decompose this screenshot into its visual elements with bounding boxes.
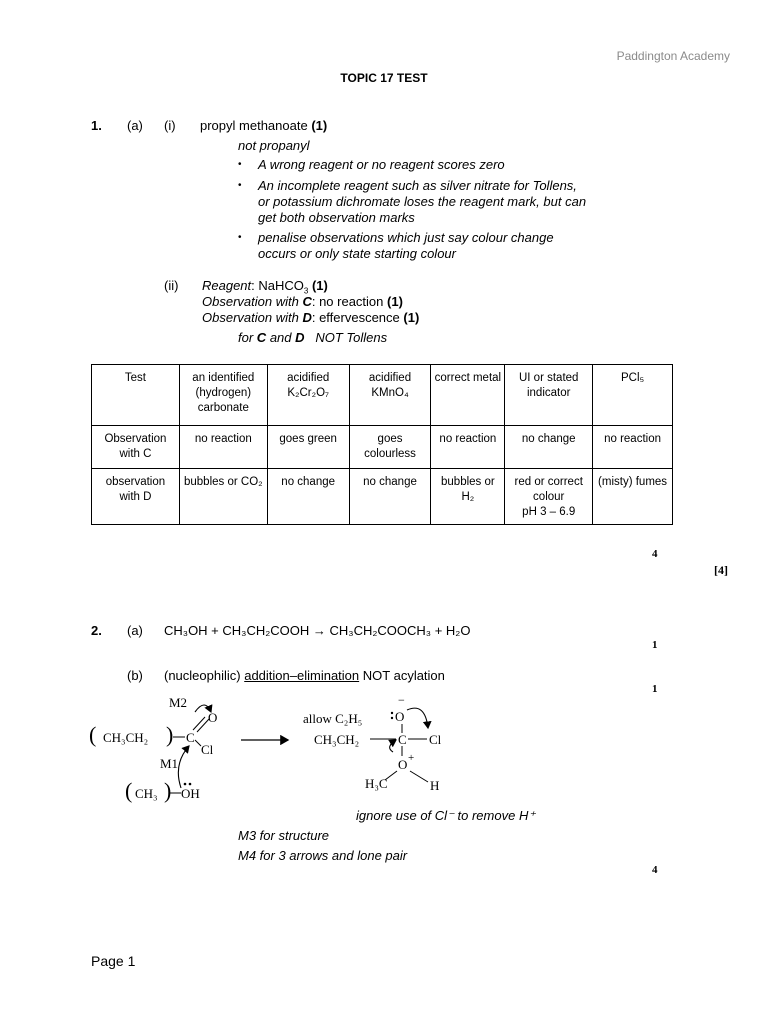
table-cell: no reaction	[431, 426, 505, 469]
obs-d-label: Observation with	[202, 310, 299, 325]
table-cell: observation with D	[92, 469, 180, 525]
mark-4: 4	[652, 548, 658, 560]
for-d: D	[295, 330, 305, 345]
table-cell: Observation with C	[92, 426, 180, 469]
table-cell: acidified K₂Cr₂O₇	[267, 365, 349, 426]
for-line	[238, 330, 387, 345]
q1-part-a: (a)	[127, 118, 143, 133]
bullet-dot: •	[238, 232, 242, 243]
bullet-dot: •	[238, 159, 242, 170]
obs-c-value: : no reaction	[311, 294, 384, 309]
bullet-3b: occurs or only state starting colour	[258, 246, 456, 261]
cell-line: red or correct colour	[514, 476, 583, 503]
q2-number: 2.	[91, 623, 102, 638]
cl-label: Cl	[201, 742, 214, 757]
table-cell: correct metal	[431, 365, 505, 426]
mark: (1)	[311, 278, 328, 293]
b-underlined: addition–elimination	[244, 668, 360, 683]
table-cell: goes colourless	[349, 426, 431, 469]
table-cell: bubbles or H₂	[431, 469, 505, 525]
o-label: O	[395, 709, 405, 724]
b-suffix: NOT acylation	[362, 668, 445, 683]
q2-b-answer	[164, 668, 445, 683]
q2-part-a: (a)	[127, 623, 143, 638]
c-label: C	[186, 730, 195, 745]
obs-c-line	[202, 294, 403, 309]
mark-c: 4	[652, 864, 658, 876]
for-word: for	[238, 330, 254, 345]
bullet-2b: or potassium dichromate loses the reagent mark, but can	[258, 194, 587, 209]
m3-line: M3 for structure	[238, 828, 330, 843]
oh-label: OH	[181, 786, 200, 801]
q1-part-ii: (ii)	[164, 278, 179, 293]
mark: (1)	[387, 294, 403, 309]
for-and: and	[269, 330, 292, 345]
table-cell: UI or stated indicator	[505, 365, 593, 426]
bullet-1: A wrong reagent or no reagent scores zero	[258, 157, 505, 172]
double-bond-1	[193, 717, 205, 730]
q1-number: 1.	[91, 118, 102, 133]
q2-part-b: (b)	[127, 668, 143, 683]
answer-text: propyl methanoate	[200, 118, 308, 133]
reagent-value: : NaHCO	[251, 278, 304, 293]
table-cell	[505, 469, 593, 525]
table-cell: no change	[505, 426, 593, 469]
ch3ch2-label: CH₃CH₂	[103, 730, 149, 745]
o-label: O	[208, 710, 218, 725]
school-name: Paddington Academy	[616, 49, 730, 63]
mark-total: [4]	[714, 563, 728, 577]
bullet-2c: get both observation marks	[258, 210, 415, 225]
reagent-line	[202, 278, 328, 296]
lone-pair	[189, 783, 192, 786]
for-not: NOT Tollens	[315, 330, 388, 345]
plus-charge: +	[408, 752, 415, 764]
ch3-label: CH₃	[135, 786, 158, 801]
table-cell: acidified KMnO₄	[349, 365, 431, 426]
for-c: C	[256, 330, 267, 345]
obs-d-line	[202, 310, 419, 325]
m1-label: M1	[160, 756, 179, 771]
mark: (1)	[403, 310, 420, 325]
obs-c-letter: C	[302, 294, 312, 309]
minus-charge: −	[398, 693, 405, 707]
bullet-dot: •	[238, 180, 242, 191]
page-title: TOPIC 17 TEST	[340, 71, 428, 85]
table-cell: (misty) fumes	[593, 469, 673, 525]
mark-a: 1	[652, 639, 658, 651]
m2-label: M2	[169, 695, 188, 710]
mark-b: 1	[652, 683, 658, 695]
reagent-sub: 3	[303, 286, 309, 296]
q2-equation: CH₃OH + CH₃CH₂COOH → CH₃CH₂COOCH₃ + H₂O	[164, 623, 471, 638]
table-cell: no reaction	[179, 426, 267, 469]
curly-arrow	[390, 740, 396, 752]
not-line: not propanyl	[238, 138, 310, 153]
mark-scheme-table	[91, 364, 673, 525]
q1-part-i: (i)	[164, 118, 176, 133]
bracket-open: (	[125, 778, 133, 803]
table-cell: goes green	[267, 426, 349, 469]
table-cell: bubbles or CO₂	[179, 469, 267, 525]
q1-answer-i	[200, 118, 327, 133]
cell-line: pH 3 – 6.9	[522, 506, 576, 518]
lone-pair	[184, 783, 187, 786]
ch3ch2-label: CH₃CH₂	[314, 732, 360, 747]
reagent-label: Reagent	[202, 278, 252, 293]
bracket-close: )	[164, 778, 172, 803]
table-row	[92, 469, 673, 525]
allow-label: allow C₂H₅	[303, 711, 363, 726]
m4-line: M4 for 3 arrows and lone pair	[238, 848, 408, 863]
curly-arrow	[407, 708, 428, 728]
bracket-open: (	[89, 722, 97, 747]
table-row	[92, 365, 673, 426]
mark: (1)	[311, 118, 328, 133]
bond	[410, 771, 428, 782]
bracket-close: )	[166, 722, 174, 747]
h-label: H	[430, 778, 440, 793]
b-prefix: (nucleophilic)	[164, 668, 241, 683]
c-label: C	[398, 732, 407, 747]
lone-pair	[391, 712, 393, 714]
table-cell: no reaction	[593, 426, 673, 469]
obs-c-label: Observation with	[202, 294, 299, 309]
obs-d-value: : effervescence	[311, 310, 400, 325]
reaction-mechanism-diagram	[85, 692, 485, 810]
o-label: O	[398, 757, 408, 772]
bullet-2a: An incomplete reagent such as silver nitrate for Tollens,	[258, 178, 577, 193]
double-bond-2	[197, 719, 209, 732]
page-number: Page 1	[91, 953, 136, 969]
table-cell: Test	[92, 365, 180, 426]
bullet-3a: penalise observations which just say colour change	[258, 230, 554, 245]
cl-label: Cl	[429, 732, 442, 747]
table-cell: no change	[349, 469, 431, 525]
curly-arrow-m1	[178, 746, 189, 788]
obs-d-letter: D	[302, 310, 312, 325]
h3c-label: H₃C	[365, 776, 388, 791]
table-row	[92, 426, 673, 469]
lone-pair	[391, 717, 393, 719]
ignore-line: ignore use of Cl⁻ to remove H⁺	[356, 808, 536, 823]
table-cell: PCl₅	[593, 365, 673, 426]
table-cell: an identified (hydrogen) carbonate	[179, 365, 267, 426]
table-cell: no change	[267, 469, 349, 525]
